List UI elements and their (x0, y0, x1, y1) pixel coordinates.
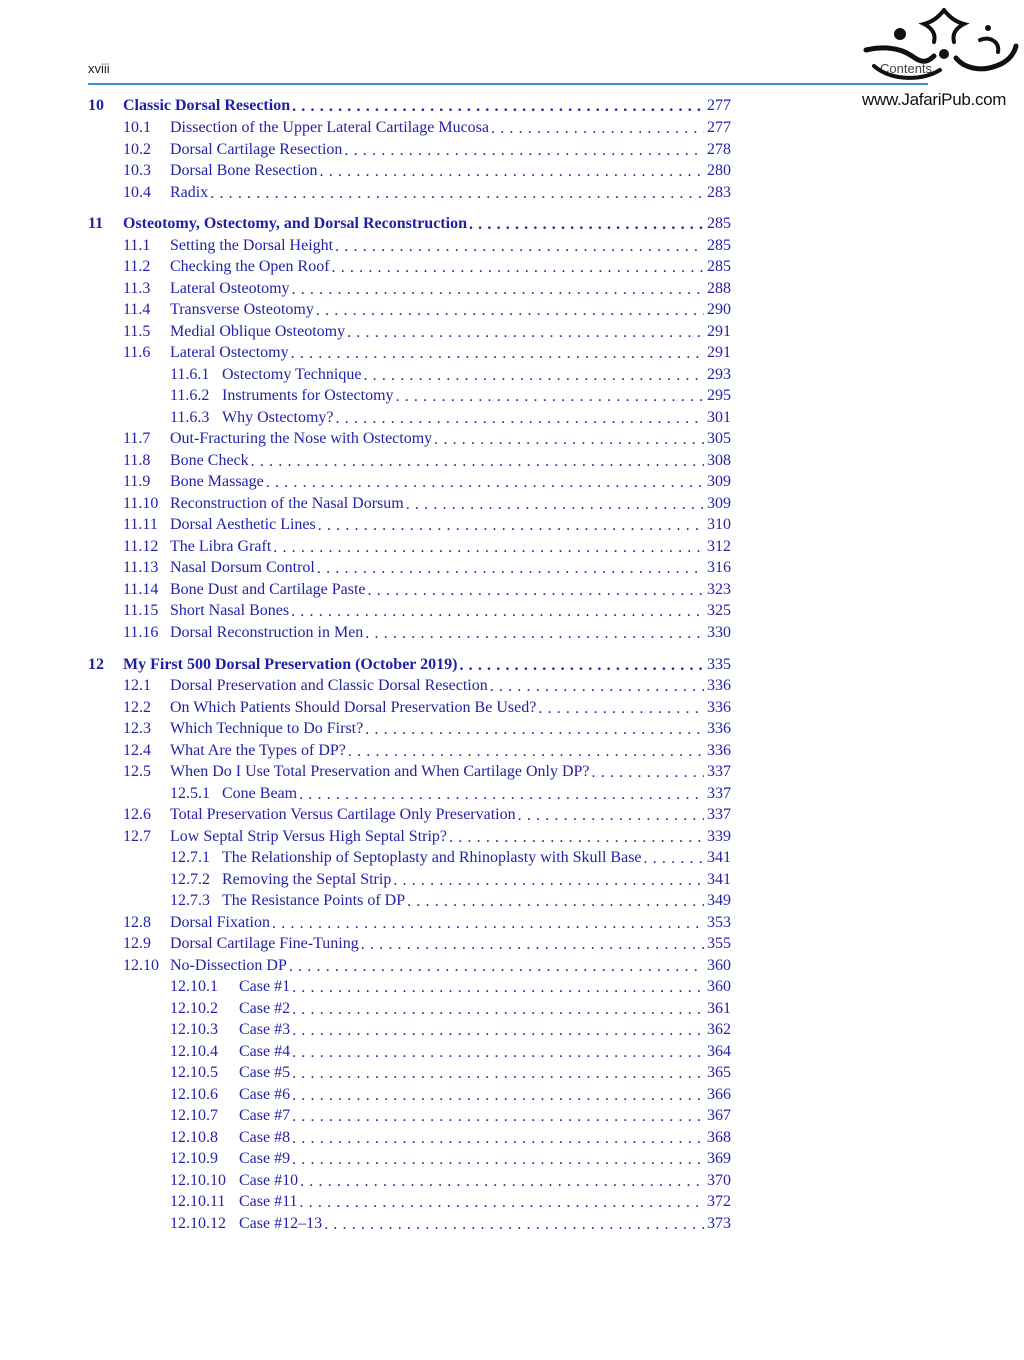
toc-section-entry[interactable] (0, 1192, 740, 1212)
toc-section-entry[interactable] (0, 1042, 740, 1062)
toc-entry-page: 336 (707, 677, 731, 694)
toc-entry-title: No-Dissection DP . . . (170, 957, 289, 974)
toc-entry-leader (170, 279, 704, 299)
toc-entry-page: 310 (707, 516, 731, 533)
toc-entry-page: 337 (707, 806, 731, 823)
toc-entry-title: Case #11 . . . (239, 1193, 300, 1210)
toc-entry-leader (170, 257, 704, 277)
toc-section-entry[interactable] (0, 999, 740, 1019)
toc-entry-title: Case #2 . . . (239, 1000, 292, 1017)
toc-entry-number: 12.1 (123, 677, 151, 694)
toc-entry-leader (170, 140, 704, 160)
toc-section-entry[interactable] (0, 913, 740, 933)
toc-entry-page: 280 (707, 162, 731, 179)
page-number: xviii (88, 61, 110, 76)
toc-entry-leader (239, 1063, 704, 1083)
toc-entry-page: 295 (707, 387, 731, 404)
toc-entry-title: Ostectomy Technique . . . (222, 366, 363, 383)
toc-entry-page: 366 (707, 1086, 731, 1103)
toc-section-entry[interactable] (0, 698, 740, 718)
toc-entry-leader (170, 236, 704, 256)
toc-entry-page: 369 (707, 1150, 731, 1167)
toc-entry-leader (239, 1171, 704, 1191)
toc-section-entry[interactable] (0, 1149, 740, 1169)
toc-entry-title: Case #12–13 . . . (239, 1215, 324, 1232)
toc-entry-leader (222, 365, 704, 385)
toc-section-entry[interactable] (0, 827, 740, 847)
toc-entry-title: Which Technique to Do First? . . . (170, 720, 365, 737)
toc-entry-leader (170, 558, 704, 578)
toc-section-entry[interactable] (0, 140, 740, 160)
toc-entry-title: Case #10 . . . (239, 1172, 300, 1189)
toc-entry-number: 12.4 (123, 742, 151, 759)
toc-entry-title: Why Ostectomy? . . . (222, 409, 336, 426)
toc-entry-leader (170, 161, 704, 181)
toc-entry-page: 336 (707, 699, 731, 716)
toc-entry-title: Instruments for Ostectomy . . . (222, 387, 396, 404)
toc-entry-number: 10.4 (123, 184, 151, 201)
toc-entry-title: The Libra Graft . . . (170, 538, 273, 555)
toc-entry-page: 283 (707, 184, 731, 201)
toc-entry-number: 12.6 (123, 806, 151, 823)
toc-entry-page: 277 (707, 119, 731, 136)
toc-entry-leader (239, 1149, 704, 1169)
publisher-logo-icon (860, 6, 1020, 90)
toc-entry-title: My First 500 Dorsal Preservation (October 2019) . . . (123, 656, 459, 673)
toc-entry-page: 355 (707, 935, 731, 952)
toc-entry-number: 11.5 (123, 323, 151, 340)
toc-section-entry[interactable] (0, 365, 740, 385)
toc-entry-title: What Are the Types of DP? . . . (170, 742, 348, 759)
toc-entry-leader (170, 623, 704, 643)
toc-section-entry[interactable] (0, 1106, 740, 1126)
toc-section-entry[interactable] (0, 279, 740, 299)
toc-entry-number: 12.5.1 (170, 785, 210, 802)
toc-entry-leader (239, 1128, 704, 1148)
toc-entry-number: 12 (88, 656, 104, 673)
toc-entry-leader (170, 343, 704, 363)
toc-section-entry[interactable] (0, 805, 740, 825)
toc-entry-number: 12.10.4 (170, 1043, 218, 1060)
toc-section-entry[interactable] (0, 934, 740, 954)
toc-entry-title: Total Preservation Versus Cartilage Only Preservation . . . (170, 806, 518, 823)
toc-entry-leader (170, 698, 704, 718)
toc-entry-number: 12.10.3 (170, 1021, 218, 1038)
toc-entry-number: 12.10.10 (170, 1172, 226, 1189)
toc-entry-number: 12.9 (123, 935, 151, 952)
toc-entry-leader (170, 300, 704, 320)
toc-entry-title: Dorsal Preservation and Classic Dorsal Resection . . . (170, 677, 490, 694)
toc-entry-page: 339 (707, 828, 731, 845)
toc-entry-page: 367 (707, 1107, 731, 1124)
toc-entry-page: 364 (707, 1043, 731, 1060)
toc-entry-title: Lateral Ostectomy . . . (170, 344, 291, 361)
toc-section-entry[interactable] (0, 741, 740, 761)
toc-entry-leader (170, 956, 704, 976)
toc-entry-page: 323 (707, 581, 731, 598)
toc-entry-page: 309 (707, 495, 731, 512)
toc-entry-title: Case #3 . . . (239, 1021, 292, 1038)
toc-entry-page: 341 (707, 871, 731, 888)
toc-entry-leader (239, 977, 704, 997)
toc-entry-number: 11.1 (123, 237, 151, 254)
toc-entry-leader (222, 848, 704, 868)
toc-entry-title: Dorsal Cartilage Fine-Tuning . . . (170, 935, 361, 952)
toc-entry-title: On Which Patients Should Dorsal Preservation Be Used? . . . (170, 699, 538, 716)
toc-entry-number: 12.7 (123, 828, 151, 845)
toc-entry-number: 11 (88, 215, 104, 232)
toc-entry-number: 12.5 (123, 763, 151, 780)
toc-entry-leader (170, 676, 704, 696)
toc-chapter-entry[interactable] (0, 96, 740, 116)
toc-entry-page: 360 (707, 957, 731, 974)
toc-entry-number: 10.2 (123, 141, 151, 158)
toc-entry-page: 293 (707, 366, 731, 383)
toc-entry-leader (170, 322, 704, 342)
toc-entry-title: Short Nasal Bones . . . (170, 602, 291, 619)
toc-section-entry[interactable] (0, 601, 740, 621)
toc-chapter-entry[interactable] (0, 214, 740, 234)
toc-section-entry[interactable] (0, 161, 740, 181)
toc-entry-page: 290 (707, 301, 731, 318)
toc-entry-number: 11.9 (123, 473, 151, 490)
toc-entry-page: 285 (707, 215, 731, 232)
toc-entry-page: 278 (707, 141, 731, 158)
toc-entry-leader (222, 784, 704, 804)
toc-entry-page: 337 (707, 763, 731, 780)
toc-entry-page: 362 (707, 1021, 731, 1038)
toc-entry-number: 10 (88, 97, 104, 114)
toc-entry-leader (170, 537, 704, 557)
toc-entry-leader (123, 655, 704, 675)
toc-entry-title: Checking the Open Roof . . . (170, 258, 332, 275)
toc-entry-number: 11.8 (123, 452, 151, 469)
watermark-text: www.JafariPub.com (862, 90, 1007, 109)
toc-entry-number: 12.10.7 (170, 1107, 218, 1124)
toc-entry-page: 285 (707, 237, 731, 254)
toc-entry-number: 12.8 (123, 914, 151, 931)
toc-entry-title: Osteotomy, Ostectomy, and Dorsal Reconstruction . . . (123, 215, 469, 232)
toc-entry-title: When Do I Use Total Preservation and When Cartilage Only DP? . . . (170, 763, 592, 780)
toc-entry-page: 308 (707, 452, 731, 469)
toc-section-entry[interactable] (0, 762, 740, 782)
toc-section-entry[interactable] (0, 537, 740, 557)
toc-entry-number: 11.16 (123, 624, 159, 641)
toc-entry-title: The Resistance Points of DP . . . (222, 892, 407, 909)
toc-section-entry[interactable] (0, 956, 740, 976)
toc-entry-title: Out-Fracturing the Nose with Ostectomy . . . (170, 430, 434, 447)
toc-entry-title: Cone Beam . . . (222, 785, 299, 802)
toc-entry-leader (239, 999, 704, 1019)
toc-entry-number: 11.12 (123, 538, 159, 555)
toc-entry-title: Transverse Osteotomy . . . (170, 301, 316, 318)
toc-entry-title: Case #4 . . . (239, 1043, 292, 1060)
toc-section-entry[interactable] (0, 623, 740, 643)
toc-entry-page: 360 (707, 978, 731, 995)
toc-entry-leader (123, 214, 704, 234)
toc-section-entry[interactable] (0, 451, 740, 471)
toc-entry-number: 11.15 (123, 602, 159, 619)
toc-section-entry[interactable] (0, 1171, 740, 1191)
toc-section-entry[interactable] (0, 784, 740, 804)
toc-entry-page: 365 (707, 1064, 731, 1081)
toc-section-entry[interactable] (0, 257, 740, 277)
toc-entry-title: Bone Massage . . . (170, 473, 266, 490)
toc-entry-page: 330 (707, 624, 731, 641)
publisher-watermark (860, 6, 1024, 110)
toc-entry-number: 12.7.1 (170, 849, 210, 866)
toc-entry-number: 12.2 (123, 699, 151, 716)
toc-section-entry[interactable] (0, 515, 740, 535)
toc-section-entry[interactable] (0, 1214, 740, 1234)
toc-section-entry[interactable] (0, 977, 740, 997)
toc-entry-leader (170, 601, 704, 621)
toc-entry-number: 12.10.8 (170, 1129, 218, 1146)
toc-entry-leader (123, 96, 704, 116)
toc-entry-page: 336 (707, 742, 731, 759)
toc-entry-page: 373 (707, 1215, 731, 1232)
toc-entry-leader (222, 891, 704, 911)
toc-entry-number: 12.3 (123, 720, 151, 737)
toc-entry-leader (170, 515, 704, 535)
toc-entry-page: 312 (707, 538, 731, 555)
toc-entry-page: 288 (707, 280, 731, 297)
header-rule (88, 83, 928, 85)
toc-entry-page: 372 (707, 1193, 731, 1210)
toc-entry-number: 12.7.2 (170, 871, 210, 888)
toc-entry-leader (170, 494, 704, 514)
toc-entry-leader (239, 1106, 704, 1126)
toc-section-entry[interactable] (0, 118, 740, 138)
toc-entry-title: Setting the Dorsal Height . . . (170, 237, 335, 254)
toc-entry-leader (222, 408, 704, 428)
toc-section-entry[interactable] (0, 494, 740, 514)
running-head: Contents (880, 61, 933, 76)
toc-section-entry[interactable] (0, 183, 740, 203)
toc-section-entry[interactable] (0, 1063, 740, 1083)
toc-entry-page: 291 (707, 323, 731, 340)
toc-entry-page: 336 (707, 720, 731, 737)
toc-entry-page: 305 (707, 430, 731, 447)
toc-entry-number: 11.7 (123, 430, 151, 447)
toc-section-entry[interactable] (0, 870, 740, 890)
toc-entry-title: Case #5 . . . (239, 1064, 292, 1081)
toc-entry-number: 12.10.11 (170, 1193, 226, 1210)
toc-entry-number: 11.14 (123, 581, 159, 598)
toc-section-entry[interactable] (0, 322, 740, 342)
toc-entry-number: 11.6.2 (170, 387, 210, 404)
toc-section-entry[interactable] (0, 891, 740, 911)
toc-entry-number: 11.6.1 (170, 366, 210, 383)
toc-entry-leader (239, 1192, 704, 1212)
toc-entry-page: 349 (707, 892, 731, 909)
toc-entry-title: Lateral Osteotomy . . . (170, 280, 292, 297)
toc-entry-leader (239, 1085, 704, 1105)
toc-entry-leader (170, 451, 704, 471)
toc-section-entry[interactable] (0, 300, 740, 320)
toc-section-entry[interactable] (0, 1128, 740, 1148)
toc-entry-page: 335 (707, 656, 731, 673)
toc-entry-page: 301 (707, 409, 731, 426)
toc-section-entry[interactable] (0, 848, 740, 868)
toc-entry-title: Radix . . . (170, 184, 210, 201)
toc-entry-title: Dorsal Aesthetic Lines . . . (170, 516, 318, 533)
toc-entry-page: 341 (707, 849, 731, 866)
toc-entry-page: 353 (707, 914, 731, 931)
toc-entry-page: 370 (707, 1172, 731, 1189)
toc-entry-page: 309 (707, 473, 731, 490)
toc-entry-title: Dorsal Cartilage Resection . . . (170, 141, 344, 158)
toc-entry-leader (170, 762, 704, 782)
toc-entry-number: 12.10 (123, 957, 159, 974)
toc-entry-number: 12.7.3 (170, 892, 210, 909)
toc-entry-number: 10.3 (123, 162, 151, 179)
toc-entry-leader (170, 827, 704, 847)
toc-entry-number: 12.10.5 (170, 1064, 218, 1081)
toc-entry-title: Dorsal Fixation . . . (170, 914, 272, 931)
toc-entry-title: Case #7 . . . (239, 1107, 292, 1124)
toc-entry-leader (170, 741, 704, 761)
toc-entry-title: Dorsal Bone Resection . . . (170, 162, 320, 179)
toc-section-entry[interactable] (0, 236, 740, 256)
toc-entry-page: 316 (707, 559, 731, 576)
toc-entry-page: 361 (707, 1000, 731, 1017)
toc-entry-leader (239, 1214, 704, 1234)
toc-section-entry[interactable] (0, 676, 740, 696)
toc-entry-leader (170, 913, 704, 933)
toc-entry-title: Medial Oblique Osteotomy . . . (170, 323, 347, 340)
toc-section-entry[interactable] (0, 343, 740, 363)
toc-section-entry[interactable] (0, 472, 740, 492)
toc-entry-leader (170, 805, 704, 825)
toc-entry-leader (222, 386, 704, 406)
toc-entry-page: 325 (707, 602, 731, 619)
toc-entry-number: 12.10.9 (170, 1150, 218, 1167)
toc-section-entry[interactable] (0, 719, 740, 739)
toc-entry-number: 11.11 (123, 516, 158, 533)
toc-entry-number: 11.6.3 (170, 409, 210, 426)
toc-section-entry[interactable] (0, 408, 740, 428)
toc-section-entry[interactable] (0, 558, 740, 578)
toc-entry-number: 11.13 (123, 559, 159, 576)
toc-entry-title: Reconstruction of the Nasal Dorsum . . . (170, 495, 406, 512)
toc-entry-leader (239, 1020, 704, 1040)
toc-entry-title: Low Septal Strip Versus High Septal Strip? . . . (170, 828, 449, 845)
toc-section-entry[interactable] (0, 1020, 740, 1040)
toc-chapter-entry[interactable] (0, 655, 740, 675)
toc-entry-leader (239, 1042, 704, 1062)
toc-entry-number: 12.10.12 (170, 1215, 226, 1232)
toc-entry-leader (222, 870, 704, 890)
toc-entry-leader (170, 472, 704, 492)
toc-entry-page: 291 (707, 344, 731, 361)
toc-entry-title: Dorsal Reconstruction in Men . . . (170, 624, 365, 641)
toc-entry-leader (170, 580, 704, 600)
toc-entry-leader (170, 118, 704, 138)
toc-entry-page: 368 (707, 1129, 731, 1146)
toc-entry-page: 337 (707, 785, 731, 802)
toc-entry-title: Classic Dorsal Resection . . . (123, 97, 292, 114)
toc-entry-number: 11.6 (123, 344, 151, 361)
toc-entry-title: Dissection of the Upper Lateral Cartilage Mucosa . . . (170, 119, 491, 136)
toc-entry-title: Removing the Septal Strip . . . (222, 871, 393, 888)
toc-entry-number: 12.10.6 (170, 1086, 218, 1103)
toc-entry-number: 11.2 (123, 258, 151, 275)
toc-section-entry[interactable] (0, 1085, 740, 1105)
toc-section-entry[interactable] (0, 386, 740, 406)
toc-entry-leader (170, 934, 704, 954)
toc-entry-title: Case #9 . . . (239, 1150, 292, 1167)
toc-entry-title: Bone Check . . . (170, 452, 251, 469)
toc-entry-title: Case #1 . . . (239, 978, 292, 995)
toc-entry-leader (170, 719, 704, 739)
toc-section-entry[interactable] (0, 429, 740, 449)
toc-entry-leader (170, 429, 704, 449)
toc-entry-number: 11.4 (123, 301, 151, 318)
toc-entry-title: Case #6 . . . (239, 1086, 292, 1103)
toc-entry-page: 285 (707, 258, 731, 275)
toc-entry-number: 11.3 (123, 280, 151, 297)
toc-entry-number: 12.10.2 (170, 1000, 218, 1017)
toc-entry-number: 12.10.1 (170, 978, 218, 995)
toc-entry-leader (170, 183, 704, 203)
toc-entry-title: Bone Dust and Cartilage Paste . . . (170, 581, 368, 598)
toc-entry-title: The Relationship of Septoplasty and Rhinoplasty with Skull Base . . . (222, 849, 644, 866)
toc-entry-number: 11.10 (123, 495, 159, 512)
toc-entry-title: Nasal Dorsum Control . . . (170, 559, 317, 576)
toc-entry-page: 277 (707, 97, 731, 114)
toc-entry-title: Case #8 . . . (239, 1129, 292, 1146)
toc-section-entry[interactable] (0, 580, 740, 600)
toc-entry-number: 10.1 (123, 119, 151, 136)
